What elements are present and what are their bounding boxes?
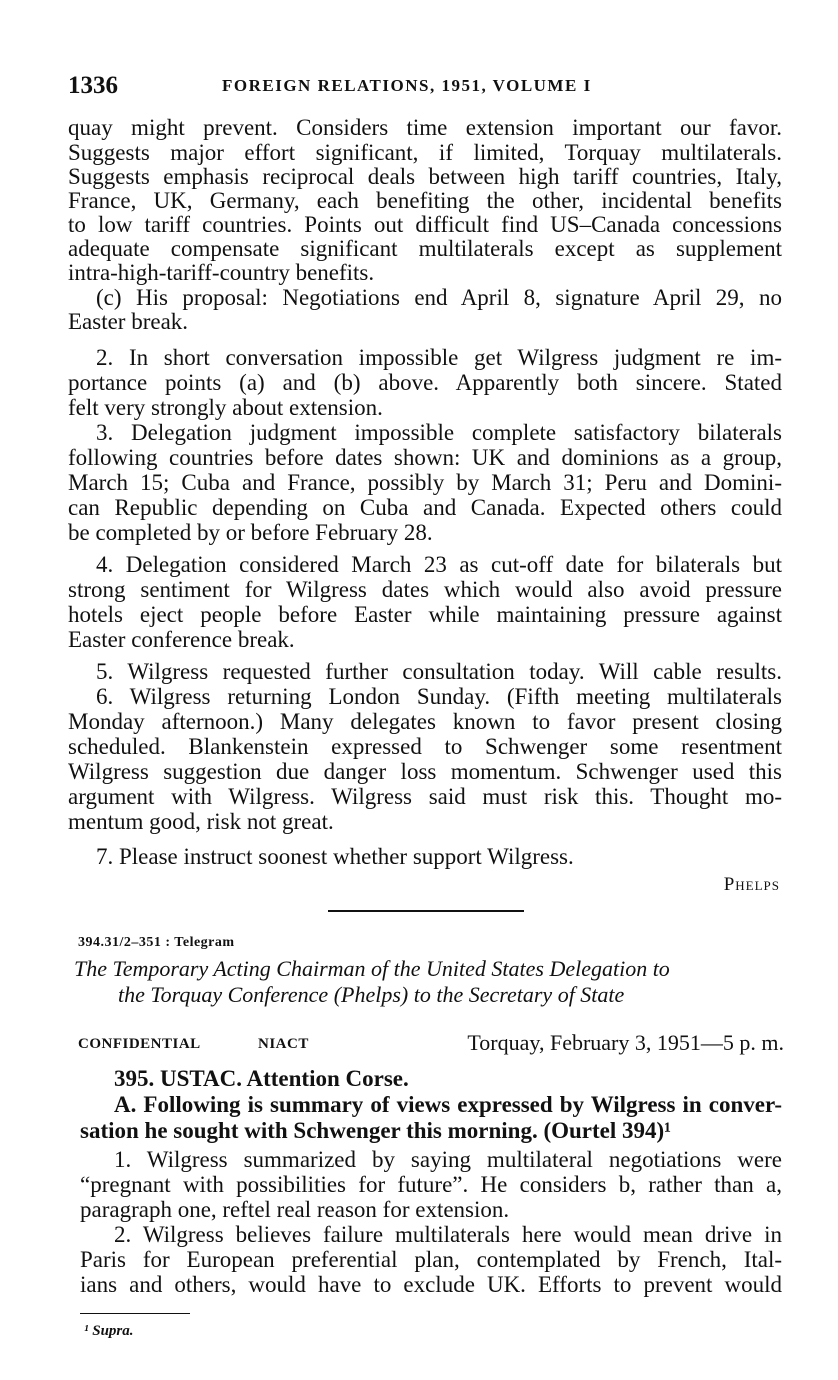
document-title-line: The Temporary Acting Chairman of the United States Delegation to: [74, 956, 670, 981]
body-line: Easter break.: [68, 309, 189, 334]
body-line: France, UK, Germany, each benefiting the other, incidental benefits: [68, 188, 782, 213]
signature: Phelps: [723, 874, 780, 895]
body-line: to low tariff countries. Points out difficult find US–Canada concessions: [68, 212, 782, 237]
body-line: A. Following is summary of views expressed by Wilgress in conver-: [114, 1092, 782, 1117]
body-line: scheduled. Blankenstein expressed to Schwenger some resentment: [68, 734, 782, 759]
body-line: 3. Delegation judgment impossible complete satisfactory bilaterals: [96, 420, 782, 445]
body-line: 2. Wilgress believes failure multilaterals here would mean drive in: [114, 1222, 782, 1247]
body-line: 5. Wilgress requested further consultation today. Will cable results.: [96, 659, 782, 684]
section-divider: [328, 910, 524, 912]
body-line: sation he sought with Schwenger this morning. (Ourtel 394)¹: [80, 1118, 672, 1143]
body-line: 4. Delegation considered March 23 as cut-off date for bilaterals but: [96, 552, 782, 577]
body-line: paragraph one, reftel real reason for extension.: [80, 1197, 510, 1222]
body-line: Monday afternoon.) Many delegates known to favor present closing: [68, 709, 782, 734]
document-title-line: the Torquay Conference (Phelps) to the Secretary of State: [118, 982, 625, 1007]
body-line: strong sentiment for Wilgress dates which would also avoid pressure: [68, 577, 782, 602]
body-line: Easter conference break.: [68, 627, 295, 652]
page-number: 1336: [68, 72, 118, 99]
body-line: Paris for European preferential plan, contemplated by French, Ital-: [80, 1247, 782, 1272]
body-line: March 15; Cuba and France, possibly by March 31; Peru and Domini-: [68, 470, 782, 495]
body-line: 2. In short conversation impossible get Wilgress judgment re im-: [96, 345, 782, 370]
footnote: ¹ Supra.: [84, 1323, 134, 1339]
running-head: FOREIGN RELATIONS, 1951, VOLUME I: [222, 76, 592, 95]
body-line: quay might prevent. Considers time extension important our favor.: [68, 115, 782, 140]
body-line: “pregnant with possibilities for future”. He considers b, rather than a,: [80, 1172, 782, 1197]
body-line: adequate compensate significant multilaterals except as supplement: [68, 236, 782, 261]
body-line: 395. USTAC. Attention Corse.: [114, 1066, 409, 1091]
body-line: 1. Wilgress summarized by saying multilateral negotiations were: [114, 1147, 782, 1172]
body-line: 6. Wilgress returning London Sunday. (Fifth meeting multilaterals: [96, 684, 782, 709]
body-line: be completed by or before February 28.: [68, 520, 433, 545]
document-reference: 394.31/2–351 : Telegram: [78, 935, 235, 950]
classification-label: CONFIDENTIAL: [78, 1036, 201, 1052]
body-line: Suggests major effort significant, if limited, Torquay multilaterals.: [68, 140, 782, 165]
page-header: [68, 72, 782, 100]
body-line: ians and others, would have to exclude UK. Efforts to prevent would: [80, 1272, 782, 1297]
body-line: argument with Wilgress. Wilgress said must risk this. Thought mo-: [68, 784, 782, 809]
body-line: Suggests emphasis reciprocal deals between high tariff countries, Italy,: [68, 164, 782, 189]
body-line: (c) His proposal: Negotiations end April 8, signature April 29, no: [96, 285, 782, 310]
body-line: 7. Please instruct soonest whether support Wilgress.: [96, 844, 574, 869]
body-line: Wilgress suggestion due danger loss momentum. Schwenger used this: [68, 759, 782, 784]
body-line: mentum good, risk not great.: [68, 809, 334, 834]
footnote-rule: [80, 1313, 190, 1314]
body-line: following countries before dates shown: UK and dominions as a group,: [68, 445, 782, 470]
telegram-meta: [78, 1030, 784, 1056]
body-line: felt very strongly about extension.: [68, 395, 383, 420]
priority-label: NIACT: [258, 1036, 309, 1052]
body-line: intra-high-tariff-country benefits.: [68, 260, 375, 285]
body-line: portance points (a) and (b) above. Apparently both sincere. Stated: [68, 370, 782, 395]
body-line: hotels eject people before Easter while maintaining pressure against: [68, 602, 782, 627]
body-line: can Republic depending on Cuba and Canada. Expected others could: [68, 495, 782, 520]
place-date: Torquay, February 3, 1951—5 p. m.: [467, 1030, 784, 1055]
